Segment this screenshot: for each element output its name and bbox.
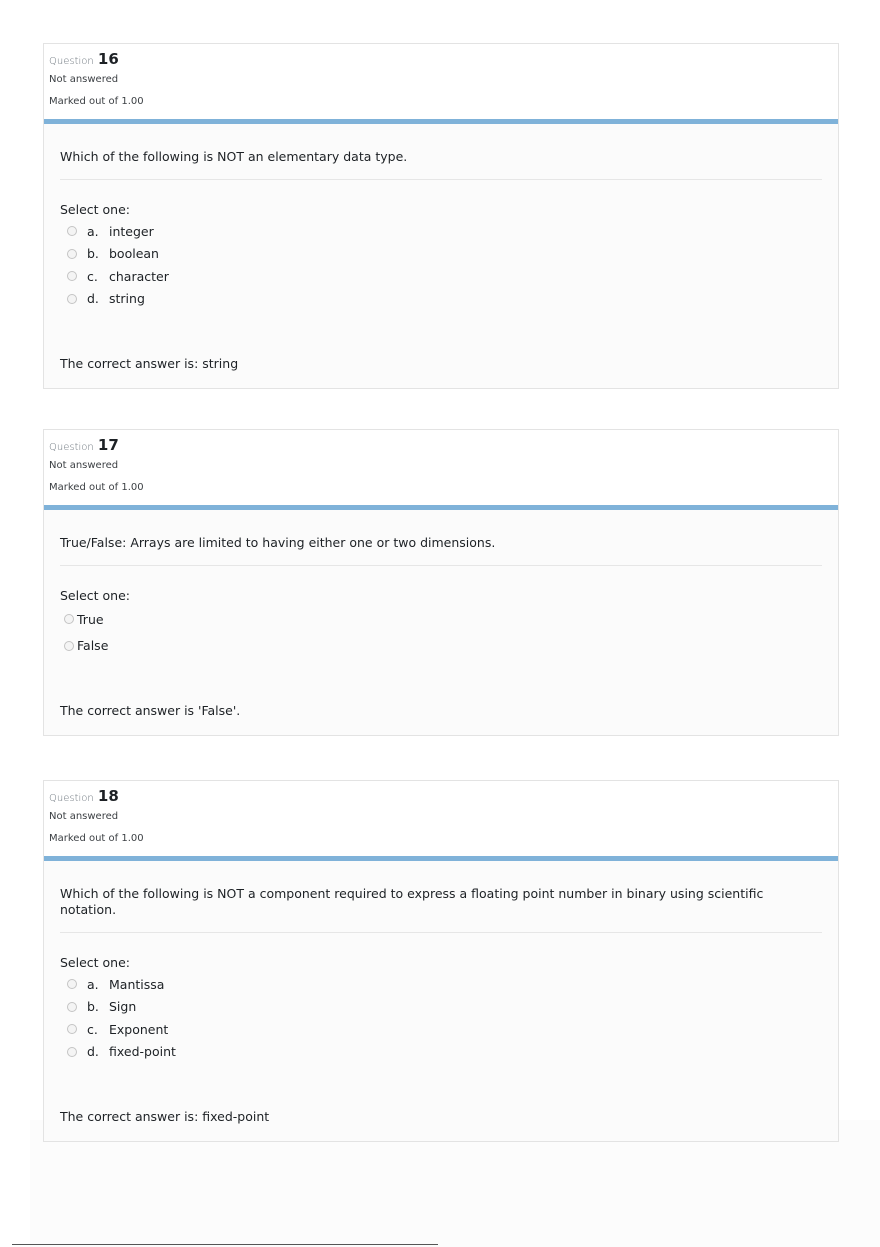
answer-letter: b. — [87, 246, 99, 262]
select-prompt: Select one: — [60, 955, 131, 970]
question-number — [49, 51, 833, 70]
answer-text: fixed-point — [109, 1044, 176, 1060]
answer-list — [60, 973, 822, 1063]
answer-letter: c. — [87, 1021, 98, 1037]
answer-text: boolean — [109, 246, 159, 262]
question-content — [44, 510, 838, 735]
question-label: Question — [49, 56, 94, 67]
question-text: True/False: Arrays are limited to having either one or two dimensions. — [60, 510, 822, 566]
answer-option-a[interactable] — [60, 973, 822, 996]
question-label: Question — [49, 793, 94, 804]
select-prompt: Select one: — [60, 202, 131, 217]
radio-button-unchecked-icon[interactable] — [67, 1002, 77, 1012]
question-17 — [43, 429, 839, 736]
question-number-value: 18 — [97, 787, 119, 805]
question-state: Not answered — [49, 74, 119, 85]
question-grade: Marked out of 1.00 — [49, 833, 144, 844]
question-grade: Marked out of 1.00 — [49, 482, 144, 493]
answer-letter: a. — [87, 976, 99, 992]
question-number-value: 16 — [97, 50, 119, 68]
answer-option-false[interactable] — [60, 633, 822, 660]
answer-option-a[interactable] — [60, 220, 822, 243]
question-info — [44, 781, 838, 856]
radio-button-unchecked-icon[interactable] — [67, 294, 77, 304]
radio-button-unchecked-icon[interactable] — [67, 249, 77, 259]
answer-list — [60, 220, 822, 310]
radio-button-unchecked-icon[interactable] — [67, 1024, 77, 1034]
question-18 — [43, 780, 839, 1142]
question-number — [49, 788, 833, 807]
correct-answer-feedback: The correct answer is: fixed-point — [60, 1109, 270, 1124]
correct-answer-feedback: The correct answer is: string — [60, 356, 239, 371]
answer-option-b[interactable] — [60, 243, 822, 266]
question-16 — [43, 43, 839, 389]
question-state: Not answered — [49, 811, 119, 822]
answer-text: character — [109, 268, 169, 284]
radio-button-unchecked-icon[interactable] — [64, 641, 74, 651]
answer-letter: b. — [87, 999, 99, 1015]
answer-option-true[interactable] — [60, 606, 822, 633]
question-state: Not answered — [49, 460, 119, 471]
answer-text: integer — [109, 223, 154, 239]
question-number-value: 17 — [97, 436, 119, 454]
answer-letter: d. — [87, 1044, 99, 1060]
question-number — [49, 437, 833, 456]
page-footer-divider — [12, 1244, 438, 1245]
answer-option-c[interactable] — [60, 1018, 822, 1041]
question-info — [44, 430, 838, 505]
question-content — [44, 124, 838, 388]
select-prompt: Select one: — [60, 588, 131, 603]
answer-text: Sign — [109, 999, 137, 1015]
radio-button-unchecked-icon[interactable] — [67, 1047, 77, 1057]
answer-option-c[interactable] — [60, 265, 822, 288]
question-info — [44, 44, 838, 119]
answer-letter: a. — [87, 223, 99, 239]
radio-button-unchecked-icon[interactable] — [67, 979, 77, 989]
question-grade: Marked out of 1.00 — [49, 96, 144, 107]
answer-option-b[interactable] — [60, 996, 822, 1019]
answer-option-d[interactable] — [60, 288, 822, 311]
question-text: Which of the following is NOT an elementary data type. — [60, 124, 822, 180]
radio-button-unchecked-icon[interactable] — [67, 271, 77, 281]
answer-text: False — [77, 638, 109, 654]
answer-text: Mantissa — [109, 976, 165, 992]
answer-text: string — [109, 291, 145, 307]
answer-option-d[interactable] — [60, 1041, 822, 1064]
answer-letter: c. — [87, 268, 98, 284]
correct-answer-feedback: The correct answer is 'False'. — [60, 703, 241, 718]
answer-text: Exponent — [109, 1021, 169, 1037]
answer-letter: d. — [87, 291, 99, 307]
radio-button-unchecked-icon[interactable] — [64, 614, 74, 624]
question-label: Question — [49, 442, 94, 453]
question-text: Which of the following is NOT a component required to express a floating point number in binary using scientific notation. — [60, 861, 822, 933]
question-content — [44, 861, 838, 1141]
radio-button-unchecked-icon[interactable] — [67, 226, 77, 236]
answer-list — [60, 606, 822, 659]
answer-text: True — [77, 611, 104, 627]
